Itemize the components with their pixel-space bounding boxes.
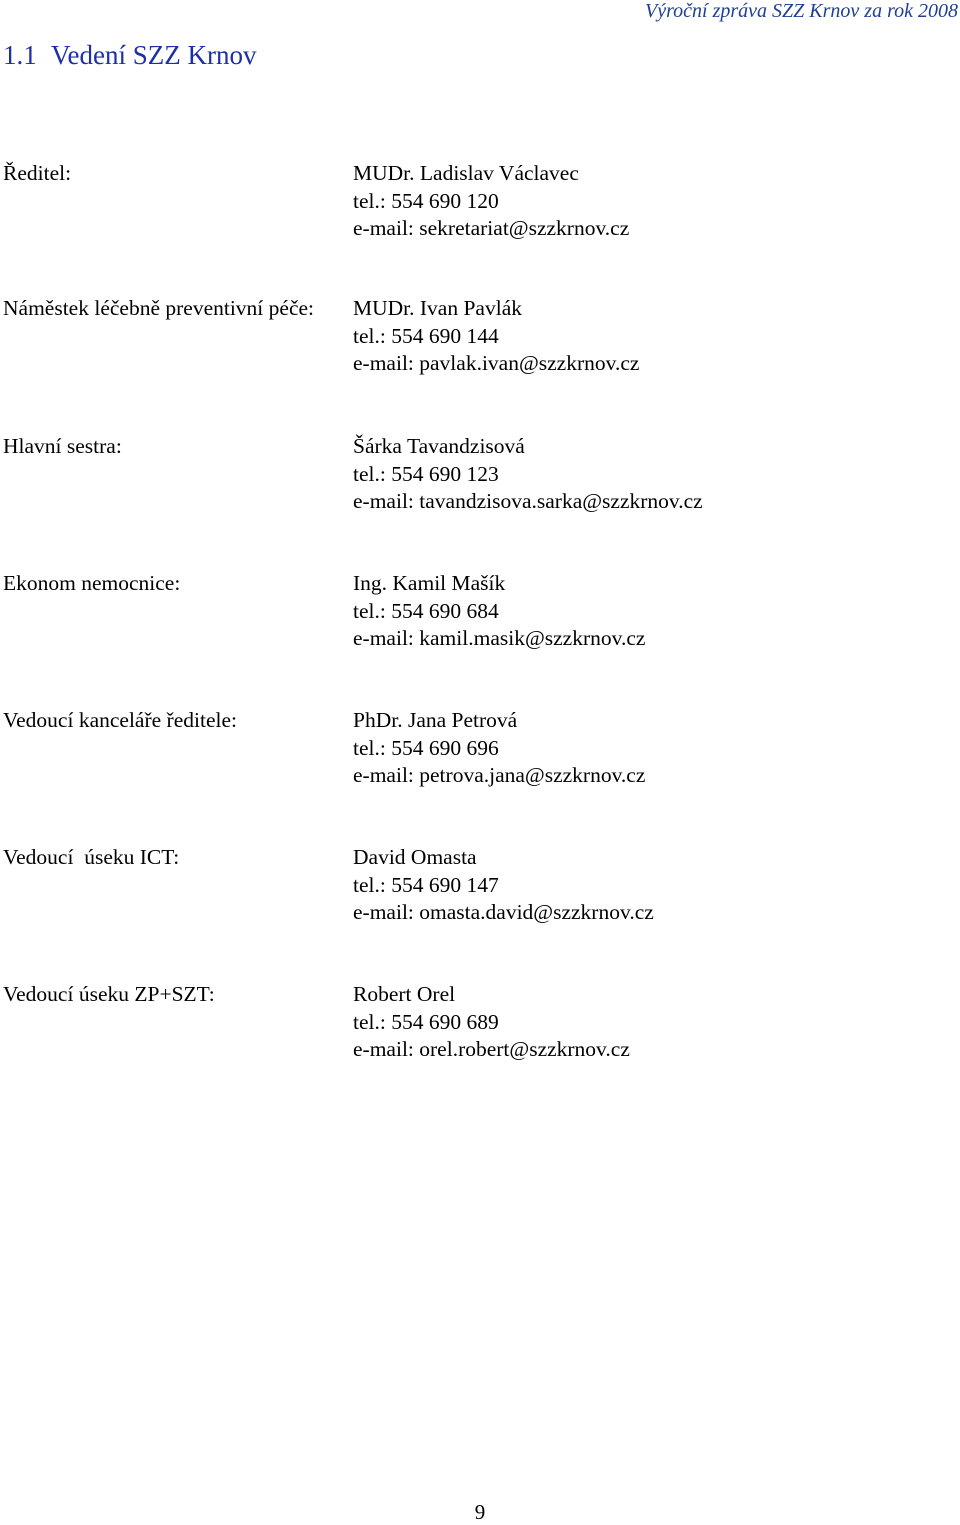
contact-details <box>353 433 703 516</box>
person-name: PhDr. Jana Petrová <box>353 708 518 732</box>
contact-details <box>353 570 645 653</box>
email-address[interactable]: e-mail: orel.robert@szzkrnov.cz <box>353 1037 630 1061</box>
phone-number: tel.: 554 690 123 <box>353 461 499 486</box>
email-address[interactable]: e-mail: tavandzisova.sarka@szzkrnov.cz <box>353 489 703 513</box>
email-address[interactable]: e-mail: kamil.masik@szzkrnov.cz <box>353 626 646 650</box>
person-name: Robert Orel <box>353 982 456 1006</box>
phone-number: tel.: 554 690 684 <box>353 598 499 623</box>
section-number: 1.1 <box>3 40 37 70</box>
person-name: MUDr. Ivan Pavlák <box>353 296 522 320</box>
contact-details <box>353 160 629 243</box>
section-title <box>3 40 256 71</box>
role-label: Ekonom nemocnice: <box>3 571 181 595</box>
person-name: David Omasta <box>353 845 477 869</box>
phone-number: tel.: 554 690 689 <box>353 1009 499 1034</box>
contact-details <box>353 844 654 927</box>
role-label: Hlavní sestra: <box>3 434 122 458</box>
email-address[interactable]: e-mail: pavlak.ivan@szzkrnov.cz <box>353 351 640 375</box>
role-label: Ředitel: <box>3 161 72 185</box>
email-address[interactable]: e-mail: sekretariat@szzkrnov.cz <box>353 216 630 240</box>
role-label: Náměstek léčebně preventivní péče: <box>3 295 316 323</box>
phone-number: tel.: 554 690 147 <box>353 872 499 897</box>
page-number: 9 <box>474 1500 486 1524</box>
role-label: Vedoucí kanceláře ředitele: <box>3 708 237 732</box>
role-label: Vedoucí úseku ICT: <box>3 845 180 869</box>
contact-details <box>353 707 645 790</box>
section-title-text: Vedení SZZ Krnov <box>51 40 257 70</box>
contact-details <box>353 981 630 1064</box>
phone-number: tel.: 554 690 120 <box>353 188 499 213</box>
contact-details <box>353 295 639 378</box>
phone-number: tel.: 554 690 696 <box>353 735 499 760</box>
email-address[interactable]: e-mail: omasta.david@szzkrnov.cz <box>353 900 654 924</box>
person-name: Šárka Tavandzisová <box>353 434 525 458</box>
person-name: Ing. Kamil Mašík <box>353 571 506 595</box>
phone-number: tel.: 554 690 144 <box>353 323 499 348</box>
email-address[interactable]: e-mail: petrova.jana@szzkrnov.cz <box>353 763 646 787</box>
running-header: Výroční zpráva SZZ Krnov za rok 2008 <box>645 0 958 22</box>
role-label: Vedoucí úseku ZP+SZT: <box>3 982 215 1006</box>
person-name: MUDr. Ladislav Václavec <box>353 161 579 185</box>
